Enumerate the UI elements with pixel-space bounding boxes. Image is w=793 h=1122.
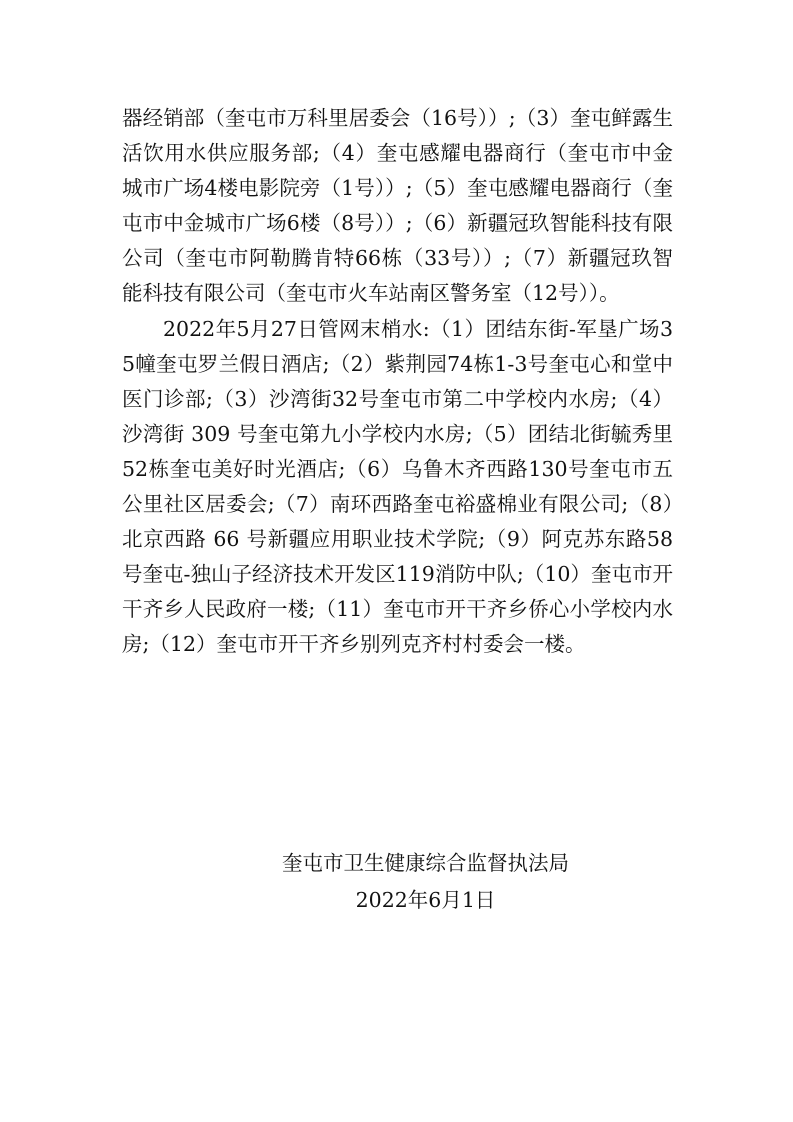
signature-organization: 奎屯市卫生健康综合监督执法局 xyxy=(282,851,569,875)
signature-date: 2022年6月1日 xyxy=(355,888,496,912)
paragraph-water-sources: 器经销部（奎屯市万科里居委会（16号））;（3）奎屯鲜露生活饮用水供应服务部;（4）奎屯感耀电器商行（奎屯市中金城市广场4楼电影院旁（1号））;（5）奎屯感耀电器商行（奎屯市中金城市广场6楼（8号））;（6）新疆冠玖智能科技有限公司（奎屯市阿勒腾肯特66栋（33号））;（7）新疆冠玖智能科技有限公司（奎屯市火车站南区警务室（12号））。 xyxy=(122,106,673,306)
document-body xyxy=(122,101,673,663)
paragraph-pipe-network-water: 2022年5月27日管网末梢水:（1）团结东街-军垦广场35幢奎屯罗兰假日酒店;（2）紫荆园74栋1-3号奎屯心和堂中医门诊部;（3）沙湾街32号奎屯市第二中学校内水房;（4）沙湾街 309 号奎屯第九小学校内水房;（5）团结北街毓秀里52栋奎屯美好时光酒店;（6）乌鲁木齐西路130号奎屯市五公里社区居委会;（7）南环西路奎屯裕盛棉业有限公司;（8）北京西路 66 号新疆应用职业技术学院;（9）阿克苏东路58号奎屯-独山子经济技术开发区119消防中队;（10）奎屯市开干齐乡人民政府一楼;（11）奎屯市开干齐乡侨心小学校内水房;（12）奎屯市开干齐乡别列克齐村村委会一楼。 xyxy=(122,316,673,657)
